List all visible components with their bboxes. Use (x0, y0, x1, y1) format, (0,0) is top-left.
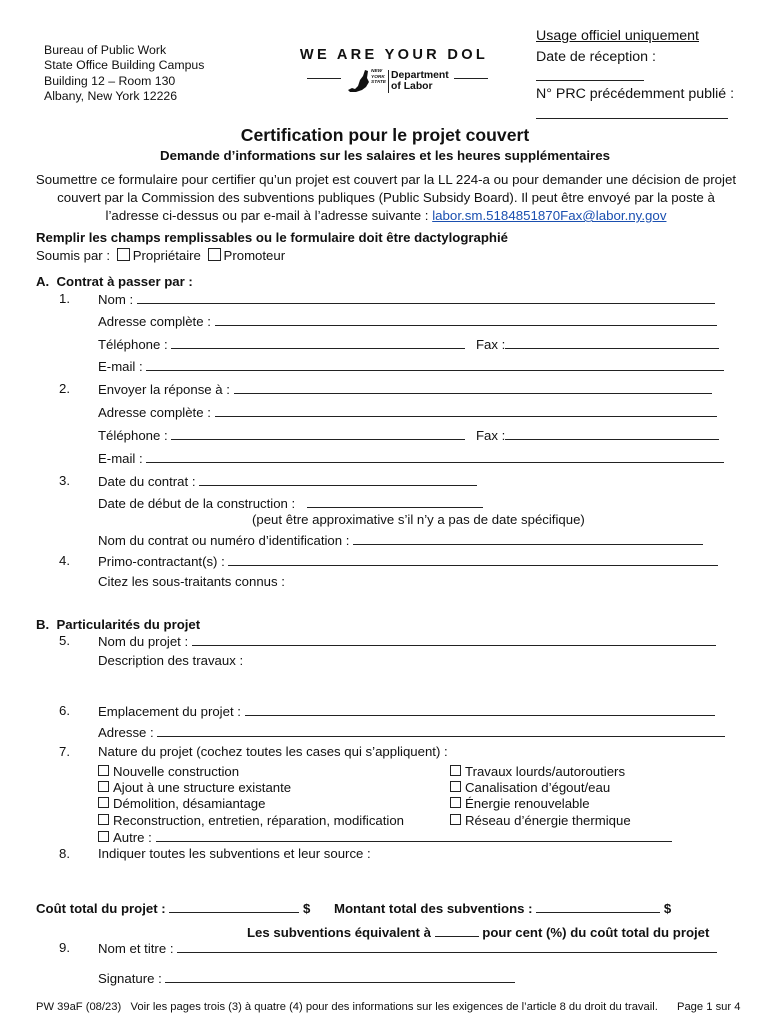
item-number: 6. (59, 703, 70, 718)
prime-contractor-field[interactable] (228, 553, 718, 566)
form-title: Certification pour le projet couvert (240, 125, 530, 145)
reply-fax-field[interactable] (505, 427, 719, 440)
checkbox-icon[interactable] (450, 797, 461, 808)
nys-map-icon (346, 68, 370, 94)
logo-rule-left (307, 78, 341, 79)
project-address-field[interactable] (157, 724, 725, 737)
contract-date-field[interactable] (199, 473, 477, 486)
prc-number-label: N° PRC précédemment publié : (536, 86, 735, 102)
subcontractors-label: Citez les sous-traitants connus : (98, 574, 285, 589)
reply-address-field[interactable] (215, 404, 717, 417)
item-number: 5. (59, 633, 70, 648)
construction-start-row: Date de début de la construction : (98, 495, 483, 511)
reception-date-field[interactable] (536, 80, 644, 81)
reply-fax-row: Fax : (476, 427, 719, 443)
item-number: 1. (59, 291, 70, 306)
reply-to-field[interactable] (234, 381, 712, 394)
work-description-label: Description des travaux : (98, 653, 244, 668)
checkbox-icon[interactable] (98, 765, 109, 776)
logo-divider (388, 70, 389, 93)
nature-other-row[interactable]: Autre : (98, 829, 672, 845)
contract-id-field[interactable] (353, 532, 703, 545)
contract-fax-row: Fax : (476, 336, 719, 352)
contract-address-row: Adresse complète : (98, 313, 717, 329)
total-subsidy-row: Montant total des subventions : $ (334, 901, 672, 916)
checkbox-icon[interactable] (98, 831, 109, 842)
signature-row: Signature : (98, 970, 515, 986)
intro-paragraph: Soumettre ce formulaire pour certifier qu’un projet est couvert par la LL 224-a ou pour demander une décision de projet couvert par la Commission des subventions publiques (Public Subsidy Board). Il peut être envoyé par la poste à l’adresse ci-dessus ou par e-mail à l’adresse suivante : labor.sm.5184851870Fax@labor.ny.gov (35, 172, 737, 223)
reply-email-field[interactable] (146, 450, 724, 463)
dol-slogan: WE ARE YOUR DOL (299, 47, 489, 63)
approx-note: (peut être approximative s’il n’y a pas de date spécifique) (252, 512, 585, 527)
checkbox-icon[interactable] (450, 814, 461, 825)
address-line: State Office Building Campus (44, 58, 205, 73)
reply-to-row: Envoyer la réponse à : (98, 381, 712, 397)
submitted-by-row (36, 248, 285, 263)
reply-address-row: Adresse complète : (98, 404, 717, 420)
dept-of-labor-logo-text: Department of Labor (391, 70, 449, 93)
prc-number-field[interactable] (536, 118, 728, 119)
project-address-row: Adresse : (98, 724, 725, 740)
contract-address-field[interactable] (215, 313, 717, 326)
address-line: Bureau of Public Work (44, 43, 167, 57)
project-nature-label: Nature du projet (cochez toutes les cases qui s’appliquent) : (98, 744, 448, 759)
contract-email-field[interactable] (146, 358, 724, 371)
office-address (44, 43, 204, 105)
contract-name-field[interactable] (137, 291, 715, 304)
reception-date-label: Date de réception : (536, 49, 656, 65)
reply-phone-field[interactable] (171, 427, 465, 440)
nature-option[interactable]: Réseau d’énergie thermique (450, 813, 631, 828)
project-location-field[interactable] (245, 703, 715, 716)
subsidy-percent-field[interactable] (435, 924, 479, 937)
nature-option[interactable]: Démolition, désamiantage (98, 796, 265, 811)
reply-email-row: E-mail : (98, 450, 724, 466)
nature-option[interactable]: Énergie renouvelable (450, 796, 590, 811)
nature-other-field[interactable] (156, 829, 672, 842)
project-name-field[interactable] (192, 633, 716, 646)
developer-option-label: Promoteur (223, 248, 286, 263)
subsidy-percent-row: Les subventions équivalent à pour cent (%) du coût total du projet (247, 925, 710, 940)
subsidies-label: Indiquer toutes les subventions et leur source : (98, 846, 371, 861)
contract-date-row: Date du contrat : (98, 473, 477, 489)
item-number: 9. (59, 940, 70, 955)
fill-instruction: Remplir les champs remplissables ou le formulaire doit être dactylographié (36, 230, 508, 245)
email-link[interactable]: labor.sm.5184851870Fax@labor.ny.gov (432, 208, 667, 223)
address-line: Albany, New York 12226 (44, 89, 178, 104)
owner-option-label: Propriétaire (132, 248, 201, 263)
contract-phone-row: Téléphone : (98, 336, 465, 352)
item-number: 8. (59, 846, 70, 861)
total-cost-row: Coût total du projet : $ (36, 901, 311, 916)
name-title-row: Nom et titre : (98, 940, 717, 956)
contract-id-row: Nom du contrat ou numéro d’identification : (98, 532, 703, 548)
developer-checkbox[interactable] (208, 248, 221, 261)
reply-phone-row: Téléphone : (98, 427, 465, 443)
checkbox-icon[interactable] (450, 765, 461, 776)
total-cost-field[interactable] (169, 900, 299, 913)
section-a-title: A. Contrat à passer par : (36, 274, 193, 289)
item-number: 4. (59, 553, 70, 568)
owner-checkbox[interactable] (117, 248, 130, 261)
checkbox-icon[interactable] (98, 814, 109, 825)
project-name-row: Nom du projet : (98, 633, 716, 649)
item-number: 3. (59, 473, 70, 488)
item-number: 2. (59, 381, 70, 396)
contract-phone-field[interactable] (171, 336, 465, 349)
address-line: Building 12 – Room 130 (44, 73, 176, 88)
nature-option[interactable]: Reconstruction, entretien, réparation, modification (98, 813, 404, 828)
form-subtitle: Demande d’informations sur les salaires et les heures supplémentaires (159, 148, 611, 163)
official-use-heading: Usage officiel uniquement (536, 28, 699, 44)
nature-option[interactable]: Ajout à une structure existante (98, 780, 291, 795)
prime-contractor-row: Primo-contractant(s) : (98, 553, 718, 569)
item-number: 7. (59, 744, 70, 759)
form-code: PW 39aF (08/23) (36, 1001, 122, 1013)
nature-option[interactable]: Nouvelle construction (98, 764, 239, 779)
page-number: Page 1 sur 4 (677, 1001, 741, 1013)
nys-logo-text: NEW YORK STATE (371, 69, 387, 86)
nature-option[interactable]: Canalisation d’égout/eau (450, 780, 610, 795)
nature-option[interactable]: Travaux lourds/autoroutiers (450, 764, 625, 779)
submitted-by-label: Soumis par : (36, 248, 111, 263)
contract-email-row: E-mail : (98, 358, 724, 374)
contract-name-row: Nom : (98, 291, 715, 307)
signature-field[interactable] (165, 970, 515, 983)
footer-note: PW 39aF (08/23) Voir les pages trois (3) à quatre (4) pour des informations sur les exigences de l’article 8 du droit du travail. (36, 1001, 658, 1013)
contract-fax-field[interactable] (505, 336, 719, 349)
section-b-title: B. Particularités du projet (36, 617, 201, 632)
checkbox-icon[interactable] (98, 781, 109, 792)
construction-start-field[interactable] (307, 495, 483, 508)
logo-rule-right (454, 78, 488, 79)
name-title-field[interactable] (177, 940, 717, 953)
checkbox-icon[interactable] (450, 781, 461, 792)
checkbox-icon[interactable] (98, 797, 109, 808)
project-location-row: Emplacement du projet : (98, 703, 715, 719)
total-subsidy-field[interactable] (536, 900, 660, 913)
